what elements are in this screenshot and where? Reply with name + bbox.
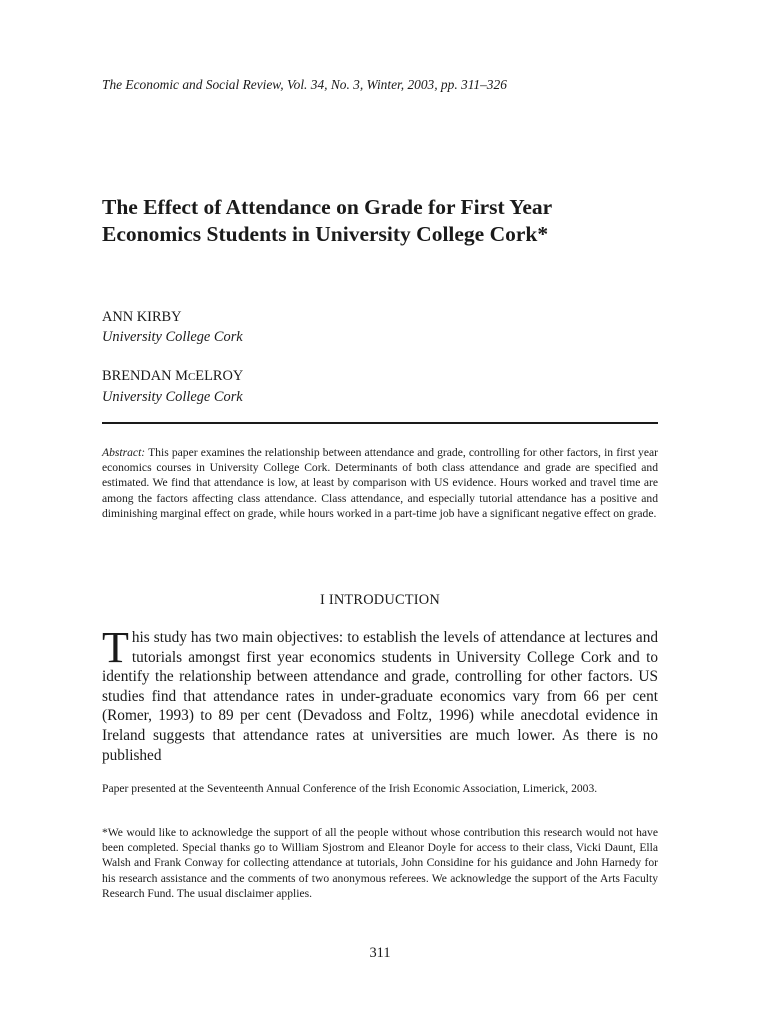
author-name-suffix: ELROY: [195, 368, 244, 384]
introduction-paragraph: [102, 623, 658, 765]
author-name-smallcap: C: [187, 371, 196, 383]
page-number: 311: [369, 945, 391, 961]
abstract-label: Abstract:: [102, 446, 146, 459]
author-block: [102, 307, 243, 347]
header-divider: [102, 422, 658, 424]
author-name: [102, 366, 243, 387]
author-name-prefix: BRENDAN M: [102, 368, 188, 384]
section-heading: I INTRODUCTION: [320, 592, 440, 608]
abstract-text: This paper examines the relationship between attendance and grade, controlling for other factors, in first year economics courses in University College Cork. Determinants of both class attendance and grade are specified and estimated. We find that attendance is low, at least by comparison with US evidence. Hours worked and travel time are among the factors affecting class attendance. Class attendance, and especially tutorial attendance has a positive and diminishing marginal effect on grade, while hours worked in a part-time job have a significant negative effect on grade.: [102, 446, 658, 520]
journal-citation: The Economic and Social Review, Vol. 34, No. 3, Winter, 2003, pp. 311–326: [102, 77, 507, 92]
author-affiliation: University College Cork: [102, 389, 243, 405]
footnote: Paper presented at the Seventeenth Annual Conference of the Irish Economic Association, Limerick, 2003.: [102, 782, 598, 795]
article-title: The Effect of Attendance on Grade for First Year Economics Students in University College Cork*: [102, 195, 552, 246]
abstract: [102, 445, 658, 521]
author-block: [102, 366, 243, 407]
drop-cap: T: [102, 623, 129, 672]
author-affiliation: University College Cork: [102, 329, 243, 345]
footnote: *We would like to acknowledge the support of all the people without whose contribution this research would not have been completed. Special thanks go to William Sjostrom and Eleanor Doyle for access to their class, Vicki Daunt, Ella Walsh and Frank Conway for collecting attendance at tutorials, John Considine for his guidance and John Harnedy for his research assistance and the comments of two anonymous referees. We acknowledge the support of the Arts Faculty Research Fund. The usual disclaimer applies.: [102, 826, 658, 900]
introduction-text: his study has two main objectives: to establish the levels of attendance at lectures and tutorials amongst first year economics students in University College Cork and to identify the relationship between attendance and grade, controlling for other factors. US studies find that attendance rates in under-graduate economics vary from 66 per cent (Romer, 1993) to 89 per cent (Devadoss and Foltz, 1996) while anecdotal evidence in Ireland suggests that attendance rates at universities are much lower. As there is no published: [102, 629, 658, 764]
author-name: ANN KIRBY: [102, 309, 182, 325]
